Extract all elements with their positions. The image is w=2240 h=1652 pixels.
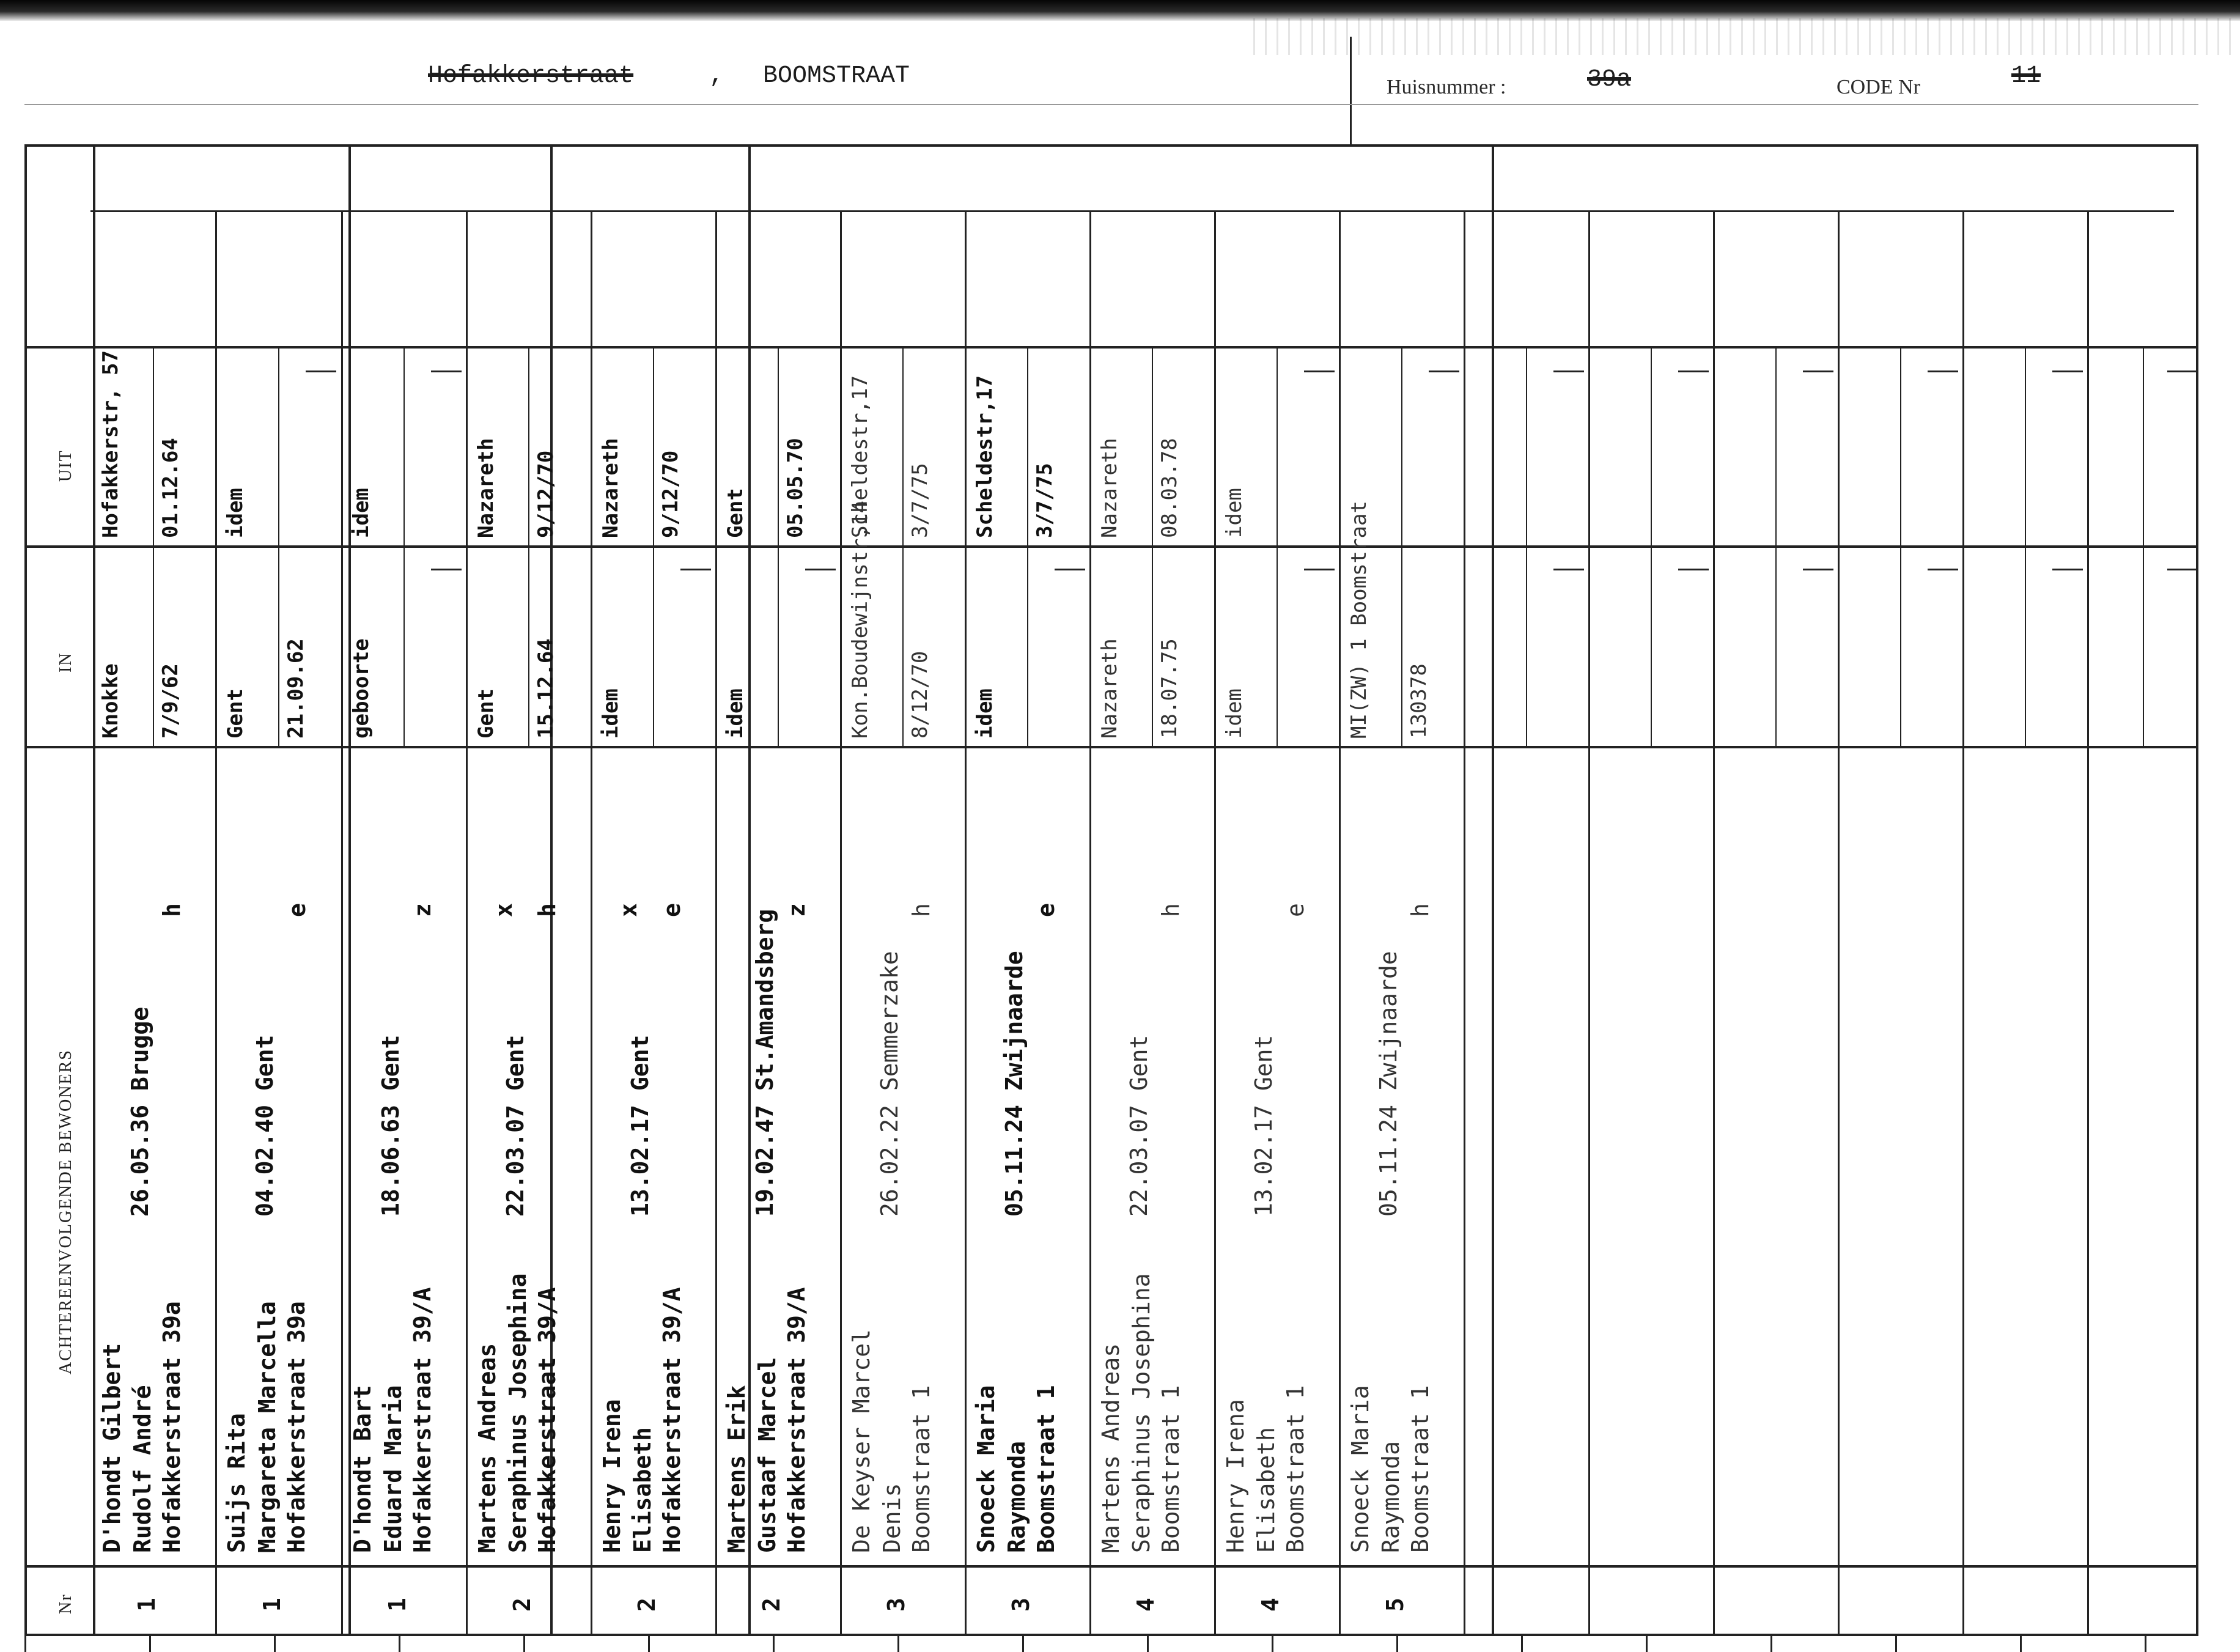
- resident-name: D'hondt Bart: [349, 1385, 376, 1553]
- in-subcell-divider: [278, 548, 279, 746]
- in-date-empty: [1304, 569, 1335, 570]
- header-separator: ,: [709, 62, 724, 90]
- entry-number: 1: [133, 1598, 161, 1612]
- column-boundary: [24, 346, 2198, 348]
- resident-address: Hofakkerstraat 39/A: [534, 1287, 561, 1553]
- removal-mark: x: [614, 903, 642, 917]
- row-separator: [466, 210, 468, 1636]
- row-separator: [840, 210, 842, 1636]
- in-subcell-divider: [1775, 548, 1777, 746]
- column-label-nr: Nr: [56, 1593, 75, 1614]
- uit-subcell-divider: [653, 348, 654, 545]
- uit-place: Nazareth: [1097, 438, 1122, 538]
- row-separator: [1713, 210, 1715, 1636]
- uit-place: idem: [223, 488, 248, 538]
- resident-given-names: Eduard Maria: [380, 1385, 407, 1553]
- bottom-tick: [399, 1636, 400, 1652]
- relation-mark: h: [1407, 903, 1434, 917]
- in-place: Knokke: [98, 663, 123, 739]
- column-label-bewoners: ACHTEREENVOLGENDE BEWONERS: [56, 1049, 75, 1374]
- uit-empty: [1928, 371, 1958, 372]
- resident-birth: 13.02.17 Gent: [1250, 1034, 1277, 1217]
- resident-address: Hofakkerstraat 39a: [158, 1301, 185, 1553]
- resident-given-names: Rudolf André: [129, 1385, 156, 1553]
- resident-birth: 22.03.07 Gent: [1126, 1034, 1152, 1217]
- entry-number: 3: [883, 1598, 910, 1612]
- bottom-tick: [1521, 1636, 1523, 1652]
- uit-subcell-divider: [528, 348, 529, 545]
- relation-mark: h: [1157, 903, 1185, 917]
- street-name: BOOMSTRAAT: [763, 62, 910, 90]
- column-label-uit: UIT: [56, 449, 75, 482]
- resident-birth: 05.11.24 Zwijnaarde: [1001, 951, 1028, 1217]
- uit-subcell-divider: [1401, 348, 1402, 545]
- bottom-tick: [1396, 1636, 1398, 1652]
- uit-date: 3/7/75: [908, 463, 933, 538]
- uit-empty: [1803, 371, 1833, 372]
- resident-given-names: Denis: [879, 1483, 905, 1553]
- entry-number: 1: [259, 1598, 286, 1612]
- entry-number: 2: [509, 1598, 536, 1612]
- column-boundary: [24, 545, 2198, 548]
- in-place: geboorte: [349, 638, 374, 739]
- uit-date-empty: [1429, 371, 1459, 372]
- resident-address: Boomstraat 1: [1407, 1385, 1434, 1553]
- uit-date: 01.12.64: [158, 438, 183, 538]
- entry-number: 4: [1257, 1598, 1284, 1612]
- entry-number: 5: [1382, 1598, 1409, 1612]
- resident-birth: 19.02.47 St.Amandsberg: [751, 909, 778, 1217]
- resident-given-names: Raymonda: [1003, 1440, 1030, 1553]
- relation-mark: e: [658, 903, 686, 917]
- in-empty: [1803, 569, 1833, 570]
- column-boundary: [24, 746, 2198, 748]
- in-empty: [2052, 569, 2083, 570]
- in-place: idem: [1222, 688, 1247, 739]
- row-separator: [215, 210, 217, 1636]
- uit-subcell-divider: [902, 348, 904, 545]
- resident-address: Boomstraat 1: [908, 1385, 935, 1553]
- in-subcell-divider: [1401, 548, 1402, 746]
- row-separator: [1464, 210, 1465, 1636]
- in-place: idem: [723, 688, 748, 739]
- column-boundary: [24, 1565, 2198, 1568]
- bottom-tick: [2145, 1636, 2146, 1652]
- old-street-name: Hofakkerstraat: [428, 62, 634, 90]
- relation-mark: z: [409, 903, 437, 917]
- in-date-empty: [431, 569, 462, 570]
- relation-mark: e: [1033, 903, 1060, 917]
- resident-given-names: Seraphinus Josephina: [1128, 1273, 1155, 1553]
- bottom-tick: [1770, 1636, 1772, 1652]
- in-date: 7/9/62: [158, 663, 183, 739]
- uit-date: 9/12/70: [658, 450, 683, 538]
- relation-mark: z: [783, 903, 811, 917]
- entry-number: 2: [758, 1598, 786, 1612]
- uit-empty: [1553, 371, 1584, 372]
- in-subcell-divider: [1651, 548, 1652, 746]
- row-separator: [715, 210, 717, 1636]
- bottom-tick: [24, 1636, 26, 1652]
- scan-edge-band: [0, 0, 2240, 21]
- row-separator: [1339, 210, 1341, 1636]
- entry-number: 4: [1132, 1598, 1160, 1612]
- uit-date: 9/12/70: [534, 450, 559, 538]
- in-subcell-divider: [403, 548, 405, 746]
- resident-name: De Keyser Marcel: [848, 1329, 875, 1553]
- resident-address: Boomstraat 1: [1282, 1385, 1309, 1553]
- resident-address: Hofakkerstraat 39a: [283, 1301, 310, 1553]
- in-subcell-divider: [2143, 548, 2144, 746]
- resident-address: Boomstraat 1: [1033, 1385, 1059, 1553]
- bottom-tick: [773, 1636, 775, 1652]
- row-separator: [965, 210, 967, 1636]
- relation-mark: h: [534, 903, 561, 917]
- uit-place: Scheldestr,17: [848, 375, 872, 538]
- bottom-tick: [1272, 1636, 1273, 1652]
- entry-number: 1: [384, 1598, 411, 1612]
- resident-birth: 26.02.22 Semmerzake: [876, 951, 903, 1217]
- in-subcell-divider: [1277, 548, 1278, 746]
- in-empty: [2167, 569, 2198, 570]
- resident-address: Hofakkerstraat 39/A: [409, 1287, 436, 1553]
- uit-subcell-divider: [1152, 348, 1153, 545]
- in-empty: [1678, 569, 1709, 570]
- resident-address: Boomstraat 1: [1157, 1385, 1184, 1553]
- resident-birth: 05.11.24 Zwijnaarde: [1375, 951, 1402, 1217]
- resident-name: Martens Andreas: [1097, 1343, 1124, 1553]
- bottom-tick: [1895, 1636, 1897, 1652]
- in-subcell-divider: [1900, 548, 1901, 746]
- resident-name: D'hondt Gilbert: [98, 1343, 125, 1553]
- relation-mark: e: [1282, 903, 1310, 917]
- in-place: idem: [973, 688, 997, 739]
- uit-date-empty: [306, 371, 336, 372]
- in-subcell-divider: [653, 548, 654, 746]
- uit-subcell-divider: [403, 348, 405, 545]
- in-empty: [1928, 569, 1958, 570]
- row-separator: [341, 210, 343, 1636]
- row-separator: [591, 210, 592, 1636]
- resident-name: Suijs Rita: [223, 1413, 250, 1553]
- uit-place: Nazareth: [474, 438, 498, 538]
- uit-empty: [1678, 371, 1709, 372]
- uit-subcell-divider: [778, 348, 779, 545]
- in-date: 8/12/70: [908, 651, 933, 739]
- uit-date: 08.03.78: [1157, 438, 1182, 538]
- in-subcell-divider: [1526, 548, 1527, 746]
- uit-place: idem: [349, 488, 374, 538]
- resident-given-names: Elisabeth: [1253, 1427, 1280, 1553]
- resident-name: Snoeck Maria: [973, 1385, 1000, 1553]
- relation-mark: h: [908, 903, 935, 917]
- in-subcell-divider: [778, 548, 779, 746]
- header-baseline: [24, 104, 2198, 105]
- code-number-label: CODE Nr: [1837, 76, 1920, 98]
- uit-subcell-divider: [278, 348, 279, 545]
- in-date-empty: [805, 569, 836, 570]
- uit-date-empty: [1304, 371, 1335, 372]
- uit-subcell-divider: [1526, 348, 1527, 545]
- uit-subcell-divider: [2025, 348, 2026, 545]
- bottom-tick: [523, 1636, 525, 1652]
- house-number-value: 39a: [1587, 66, 1632, 94]
- resident-name: Snoeck Maria: [1347, 1385, 1374, 1553]
- uit-subcell-divider: [153, 348, 154, 545]
- uit-subcell-divider: [1900, 348, 1901, 545]
- uit-empty: [2167, 371, 2198, 372]
- in-place: Kon.Boudewijnstr,14: [848, 501, 872, 739]
- removal-mark: x: [490, 903, 517, 917]
- bottom-tick: [648, 1636, 650, 1652]
- resident-given-names: Elisabeth: [629, 1427, 656, 1553]
- bottom-tick: [1147, 1636, 1149, 1652]
- resident-given-names: Gustaaf Marcel: [754, 1357, 781, 1553]
- in-place: Gent: [223, 688, 248, 739]
- header-divider: [1350, 37, 1352, 144]
- house-number-label: Huisnummer :: [1387, 76, 1506, 98]
- uit-place: Scheldestr,17: [973, 375, 997, 538]
- uit-place: Gent: [723, 488, 748, 538]
- row-separator: [1089, 210, 1091, 1636]
- bottom-tick: [1646, 1636, 1648, 1652]
- uit-date: 3/7/75: [1033, 463, 1058, 538]
- resident-name: Henry Irena: [1222, 1399, 1249, 1553]
- bottom-tick: [274, 1636, 276, 1652]
- uit-subcell-divider: [1651, 348, 1652, 545]
- resident-name: Henry Irena: [599, 1399, 625, 1553]
- resident-name: Martens Erik: [723, 1385, 750, 1553]
- resident-birth: 22.03.07 Gent: [502, 1034, 529, 1217]
- row-separator: [1214, 210, 1216, 1636]
- uit-empty: [2052, 371, 2083, 372]
- row-separator: [1838, 210, 1840, 1636]
- in-subcell-divider: [902, 548, 904, 746]
- in-date: 130378: [1407, 663, 1432, 739]
- in-place: Gent: [474, 688, 498, 739]
- resident-birth: 18.06.63 Gent: [377, 1034, 404, 1217]
- in-empty: [1553, 569, 1584, 570]
- uit-date-empty: [431, 371, 462, 372]
- in-place: Nazareth: [1097, 638, 1122, 739]
- uit-place: idem: [1222, 488, 1247, 538]
- row-separator: [2087, 210, 2089, 1636]
- resident-address: Hofakkerstraat 39/A: [658, 1287, 685, 1553]
- in-subcell-divider: [528, 548, 529, 746]
- in-subcell-divider: [1152, 548, 1153, 746]
- in-date: 21.09.62: [284, 638, 309, 739]
- in-date-empty: [1055, 569, 1085, 570]
- uit-date: 05.05.70: [783, 438, 808, 538]
- row-separator: [1962, 210, 1964, 1636]
- bottom-tick: [2020, 1636, 2022, 1652]
- uit-subcell-divider: [1775, 348, 1777, 545]
- in-subcell-divider: [2025, 548, 2026, 746]
- uit-place: Nazareth: [599, 438, 623, 538]
- resident-given-names: Margareta Marcella: [254, 1301, 281, 1553]
- resident-address: Hofakkerstraat 39/A: [783, 1287, 810, 1553]
- col-divider-left: [93, 147, 95, 1634]
- relation-mark: e: [284, 903, 311, 917]
- resident-birth: 26.05.36 Brugge: [127, 1006, 153, 1217]
- in-subcell-divider: [1027, 548, 1028, 746]
- uit-top-boundary: [90, 210, 2174, 212]
- relation-mark: h: [158, 903, 186, 917]
- resident-given-names: Seraphinus Josephina: [504, 1273, 531, 1553]
- resident-birth: 04.02.40 Gent: [251, 1034, 278, 1217]
- resident-given-names: Raymonda: [1377, 1440, 1404, 1553]
- resident-birth: 13.02.17 Gent: [627, 1034, 654, 1217]
- row-separator: [1588, 210, 1590, 1636]
- in-date-empty: [680, 569, 711, 570]
- bottom-tick: [149, 1636, 151, 1652]
- resident-name: Martens Andreas: [474, 1343, 501, 1553]
- bottom-tick: [897, 1636, 899, 1652]
- in-date: 18.07.75: [1157, 638, 1182, 739]
- in-subcell-divider: [153, 548, 154, 746]
- uit-subcell-divider: [1027, 348, 1028, 545]
- in-date: 15.12.64: [534, 638, 559, 739]
- in-place: idem: [599, 688, 623, 739]
- uit-place: Hofakkerstr, 57: [98, 350, 123, 538]
- code-number-value: 11: [2011, 62, 2041, 90]
- entry-number: 3: [1008, 1598, 1035, 1612]
- entry-number: 2: [633, 1598, 661, 1612]
- uit-subcell-divider: [2143, 348, 2144, 545]
- column-label-in: IN: [56, 652, 75, 673]
- col-divider-nr: [1492, 147, 1494, 1634]
- uit-subcell-divider: [1277, 348, 1278, 545]
- bottom-tick: [1022, 1636, 1024, 1652]
- in-place: MI(ZW) 1 Boomstraat: [1347, 501, 1371, 739]
